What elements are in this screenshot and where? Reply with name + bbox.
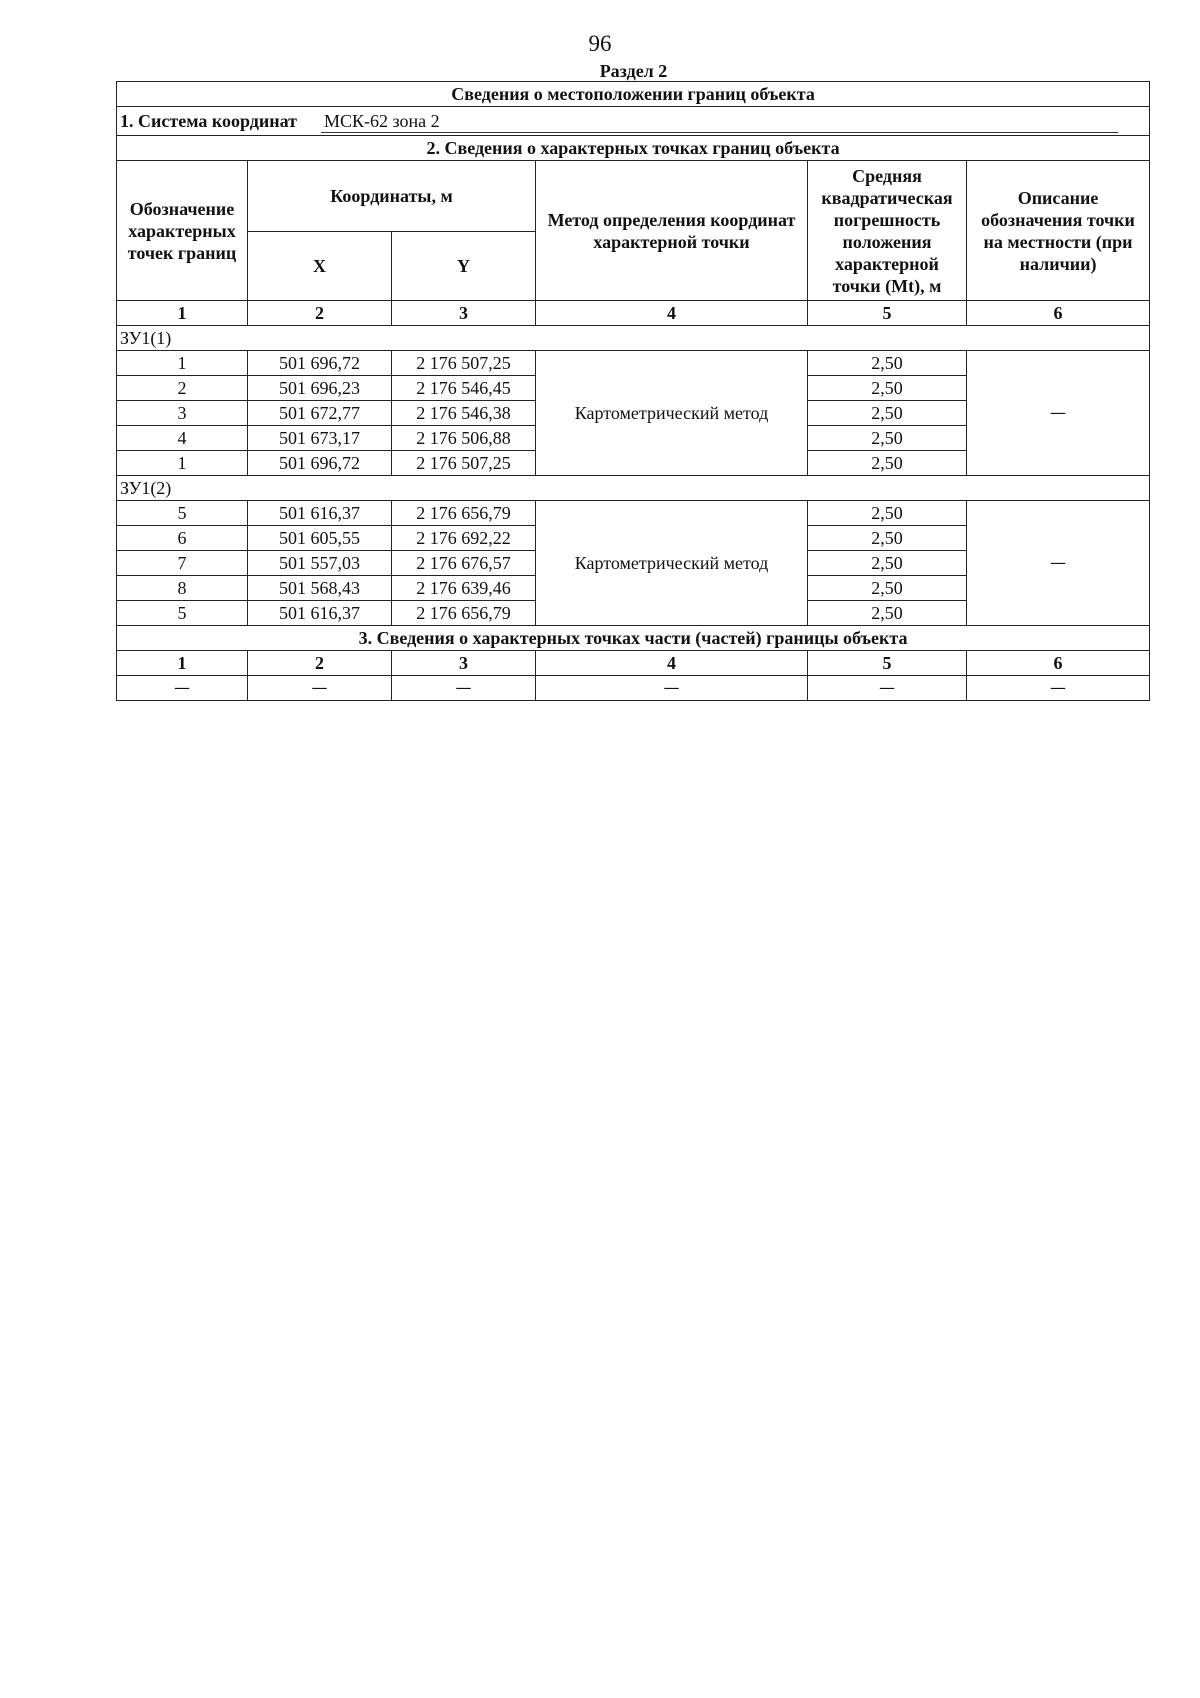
empty-cell: — (808, 676, 967, 701)
coord-x: 501 605,55 (248, 526, 392, 551)
column-number: 1 (117, 301, 248, 326)
column-number: 5 (808, 301, 967, 326)
mt-value: 2,50 (808, 451, 967, 476)
coord-x: 501 616,37 (248, 501, 392, 526)
coord-y: 2 176 506,88 (392, 426, 536, 451)
header-designation: Обозначение характерных точек границ (117, 161, 248, 301)
column-number: 6 (967, 301, 1150, 326)
table-row (117, 501, 1150, 526)
mt-value: 2,50 (808, 551, 967, 576)
mt-value: 2,50 (808, 401, 967, 426)
coord-x: 501 557,03 (248, 551, 392, 576)
header-description: Описание обозначения точки на местности (при наличии) (967, 161, 1150, 301)
method-cell: Картометрический метод (536, 351, 808, 476)
coord-y: 2 176 656,79 (392, 601, 536, 626)
coord-y: 2 176 692,22 (392, 526, 536, 551)
column-number: 2 (248, 651, 392, 676)
header-x: X (248, 232, 392, 301)
empty-cell: — (248, 676, 392, 701)
column-number: 5 (808, 651, 967, 676)
coord-y: 2 176 656,79 (392, 501, 536, 526)
coord-y: 2 176 546,45 (392, 376, 536, 401)
header-method: Метод определения координат характерной точки (536, 161, 808, 301)
group-row (117, 476, 1150, 501)
page-number: 96 (588, 31, 612, 56)
point-number: 6 (117, 526, 248, 551)
coord-x: 501 696,72 (248, 451, 392, 476)
description-cell: — (967, 501, 1150, 626)
mt-value: 2,50 (808, 526, 967, 551)
group-name: ЗУ1(1) (117, 326, 1150, 351)
point-number: 3 (117, 401, 248, 426)
description-cell: — (967, 351, 1150, 476)
point-number: 2 (117, 376, 248, 401)
coord-y: 2 176 507,25 (392, 451, 536, 476)
mt-value: 2,50 (808, 601, 967, 626)
part3-title: 3. Сведения о характерных точках части (частей) границы объекта (117, 626, 1150, 651)
column-number: 6 (967, 651, 1150, 676)
header-y: Y (392, 232, 536, 301)
column-numbers-row (117, 301, 1150, 326)
part3-column-numbers-row (117, 651, 1150, 676)
part2-title: 2. Сведения о характерных точках границ объекта (117, 136, 1150, 161)
coordinate-system-row (117, 107, 1150, 136)
column-number: 3 (392, 651, 536, 676)
point-number: 7 (117, 551, 248, 576)
table-row (117, 351, 1150, 376)
column-number: 4 (536, 651, 808, 676)
mt-value: 2,50 (808, 426, 967, 451)
mt-value: 2,50 (808, 501, 967, 526)
coord-y: 2 176 507,25 (392, 351, 536, 376)
coord-y: 2 176 639,46 (392, 576, 536, 601)
point-number: 5 (117, 601, 248, 626)
empty-cell: — (117, 676, 248, 701)
coordinate-system-label: 1. Система координат (120, 110, 297, 131)
empty-cell: — (967, 676, 1150, 701)
coord-x: 501 672,77 (248, 401, 392, 426)
group-name: ЗУ1(2) (117, 476, 1150, 501)
coord-y: 2 176 676,57 (392, 551, 536, 576)
header-error: Средняя квадратическая погрешность положения характерной точки (Mt), м (808, 161, 967, 301)
coord-x: 501 673,17 (248, 426, 392, 451)
point-number: 4 (117, 426, 248, 451)
point-number: 5 (117, 501, 248, 526)
column-number: 3 (392, 301, 536, 326)
column-number: 1 (117, 651, 248, 676)
boundary-table (116, 81, 1150, 701)
mt-value: 2,50 (808, 376, 967, 401)
table-row (117, 676, 1150, 701)
empty-cell: — (536, 676, 808, 701)
section-title: Раздел 2 (599, 61, 668, 81)
mt-value: 2,50 (808, 576, 967, 601)
coord-y: 2 176 546,38 (392, 401, 536, 426)
empty-cell: — (392, 676, 536, 701)
mt-value: 2,50 (808, 351, 967, 376)
coord-x: 501 696,23 (248, 376, 392, 401)
column-number: 4 (536, 301, 808, 326)
header-coordinates: Координаты, м (248, 161, 536, 232)
group-row (117, 326, 1150, 351)
column-number: 2 (248, 301, 392, 326)
point-number: 1 (117, 451, 248, 476)
method-cell: Картометрический метод (536, 501, 808, 626)
point-number: 1 (117, 351, 248, 376)
point-number: 8 (117, 576, 248, 601)
coord-x: 501 616,37 (248, 601, 392, 626)
table-title: Сведения о местоположении границ объекта (117, 82, 1150, 107)
coordinate-system-value: МСК-62 зона 2 (321, 110, 1118, 133)
coord-x: 501 568,43 (248, 576, 392, 601)
coord-x: 501 696,72 (248, 351, 392, 376)
